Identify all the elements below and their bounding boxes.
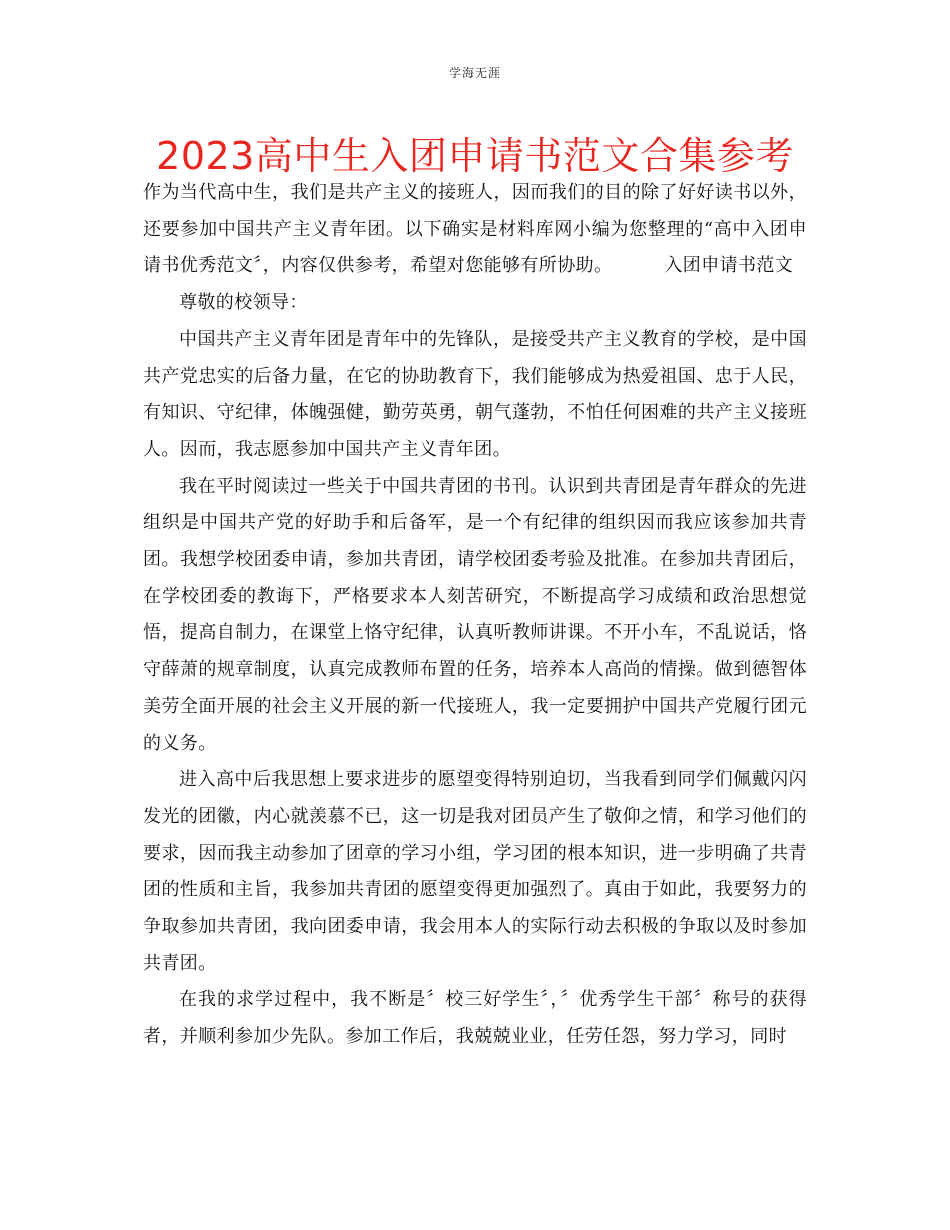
header-note: 学海无涯 xyxy=(448,66,501,80)
section-heading: 入团申请书范文 xyxy=(664,255,794,277)
intro-paragraph xyxy=(143,175,807,285)
salutation: 尊敬的校领导： xyxy=(179,292,308,314)
intro-text: 作为当代高中生，我们是共产主义的接班人，因而我们的目的除了好好读书以外，还要参加中国共产主义青年团。以下确实是材料库网小编为您整理的“高中入团申请书优秀范文〞，内容仅供参考，希望对您能够有所协助。 xyxy=(143,182,807,277)
body-paragraph-2: 我在平时阅读过一些关于中国共青团的书刊。认识到共青团是青年群众的先进组织是中国共产党的好助手和后备军，是一个有纪律的组织因而我应该参加共青团。我想学校团委申请，参加共青团，请学校团委考验及批准。在参加共青团后，在学校团委的教诲下，严格要求本人刻苦研究，不断提高学习成绩和政治思想觉悟，提高自制力，在课堂上恪守纪律，认真听教师讲课。不开小车，不乱说话，恪守薛萧的规章制度，认真完成教师布置的任务，培养本人高尚的情操。做到德智体美劳全面开展的社会主义开展的新一代接班人，我一定要拥护中国共产党履行团元的义务。 xyxy=(143,475,807,754)
body-paragraph-3: 进入高中后我思想上要求进步的愿望变得特别迫切，当我看到同学们佩戴闪闪发光的团徽，内心就羡慕不已，这一切是我对团员产生了敬仰之情，和学习他们的要求，因而我主动参加了团章的学习小组，学习团的根本知识，进一步明确了共青团的性质和主旨，我参加共青团的愿望变得更加强烈了。真由于如此，我要努力的争取参加共青团，我向团委申请，我会用本人的实际行动去积极的争取以及时参加共青团。 xyxy=(143,769,807,974)
document-title: 2023高中生入团申请书范文合集参考 xyxy=(156,134,794,178)
body-paragraph-1: 中国共产主义青年团是青年中的先锋队，是接受共产主义教育的学校，是中国共产党忠实的后备力量，在它的协助教育下，我们能够成为热爱祖国、忠于人民，有知识、守纪律，体魄强健，勤劳英勇，朝气蓬勃，不怕任何困难的共产主义接班人。因而，我志愿参加中国共产主义青年团。 xyxy=(143,328,807,460)
document-body xyxy=(143,175,807,1056)
body-paragraph-4: 在我的求学过程中，我不断是〞校三好学生〞，〞优秀学生干部〞称号的获得者，并顺利参加少先队。参加工作后，我兢兢业业，任劳任怨，努力学习，同时 xyxy=(143,989,807,1048)
